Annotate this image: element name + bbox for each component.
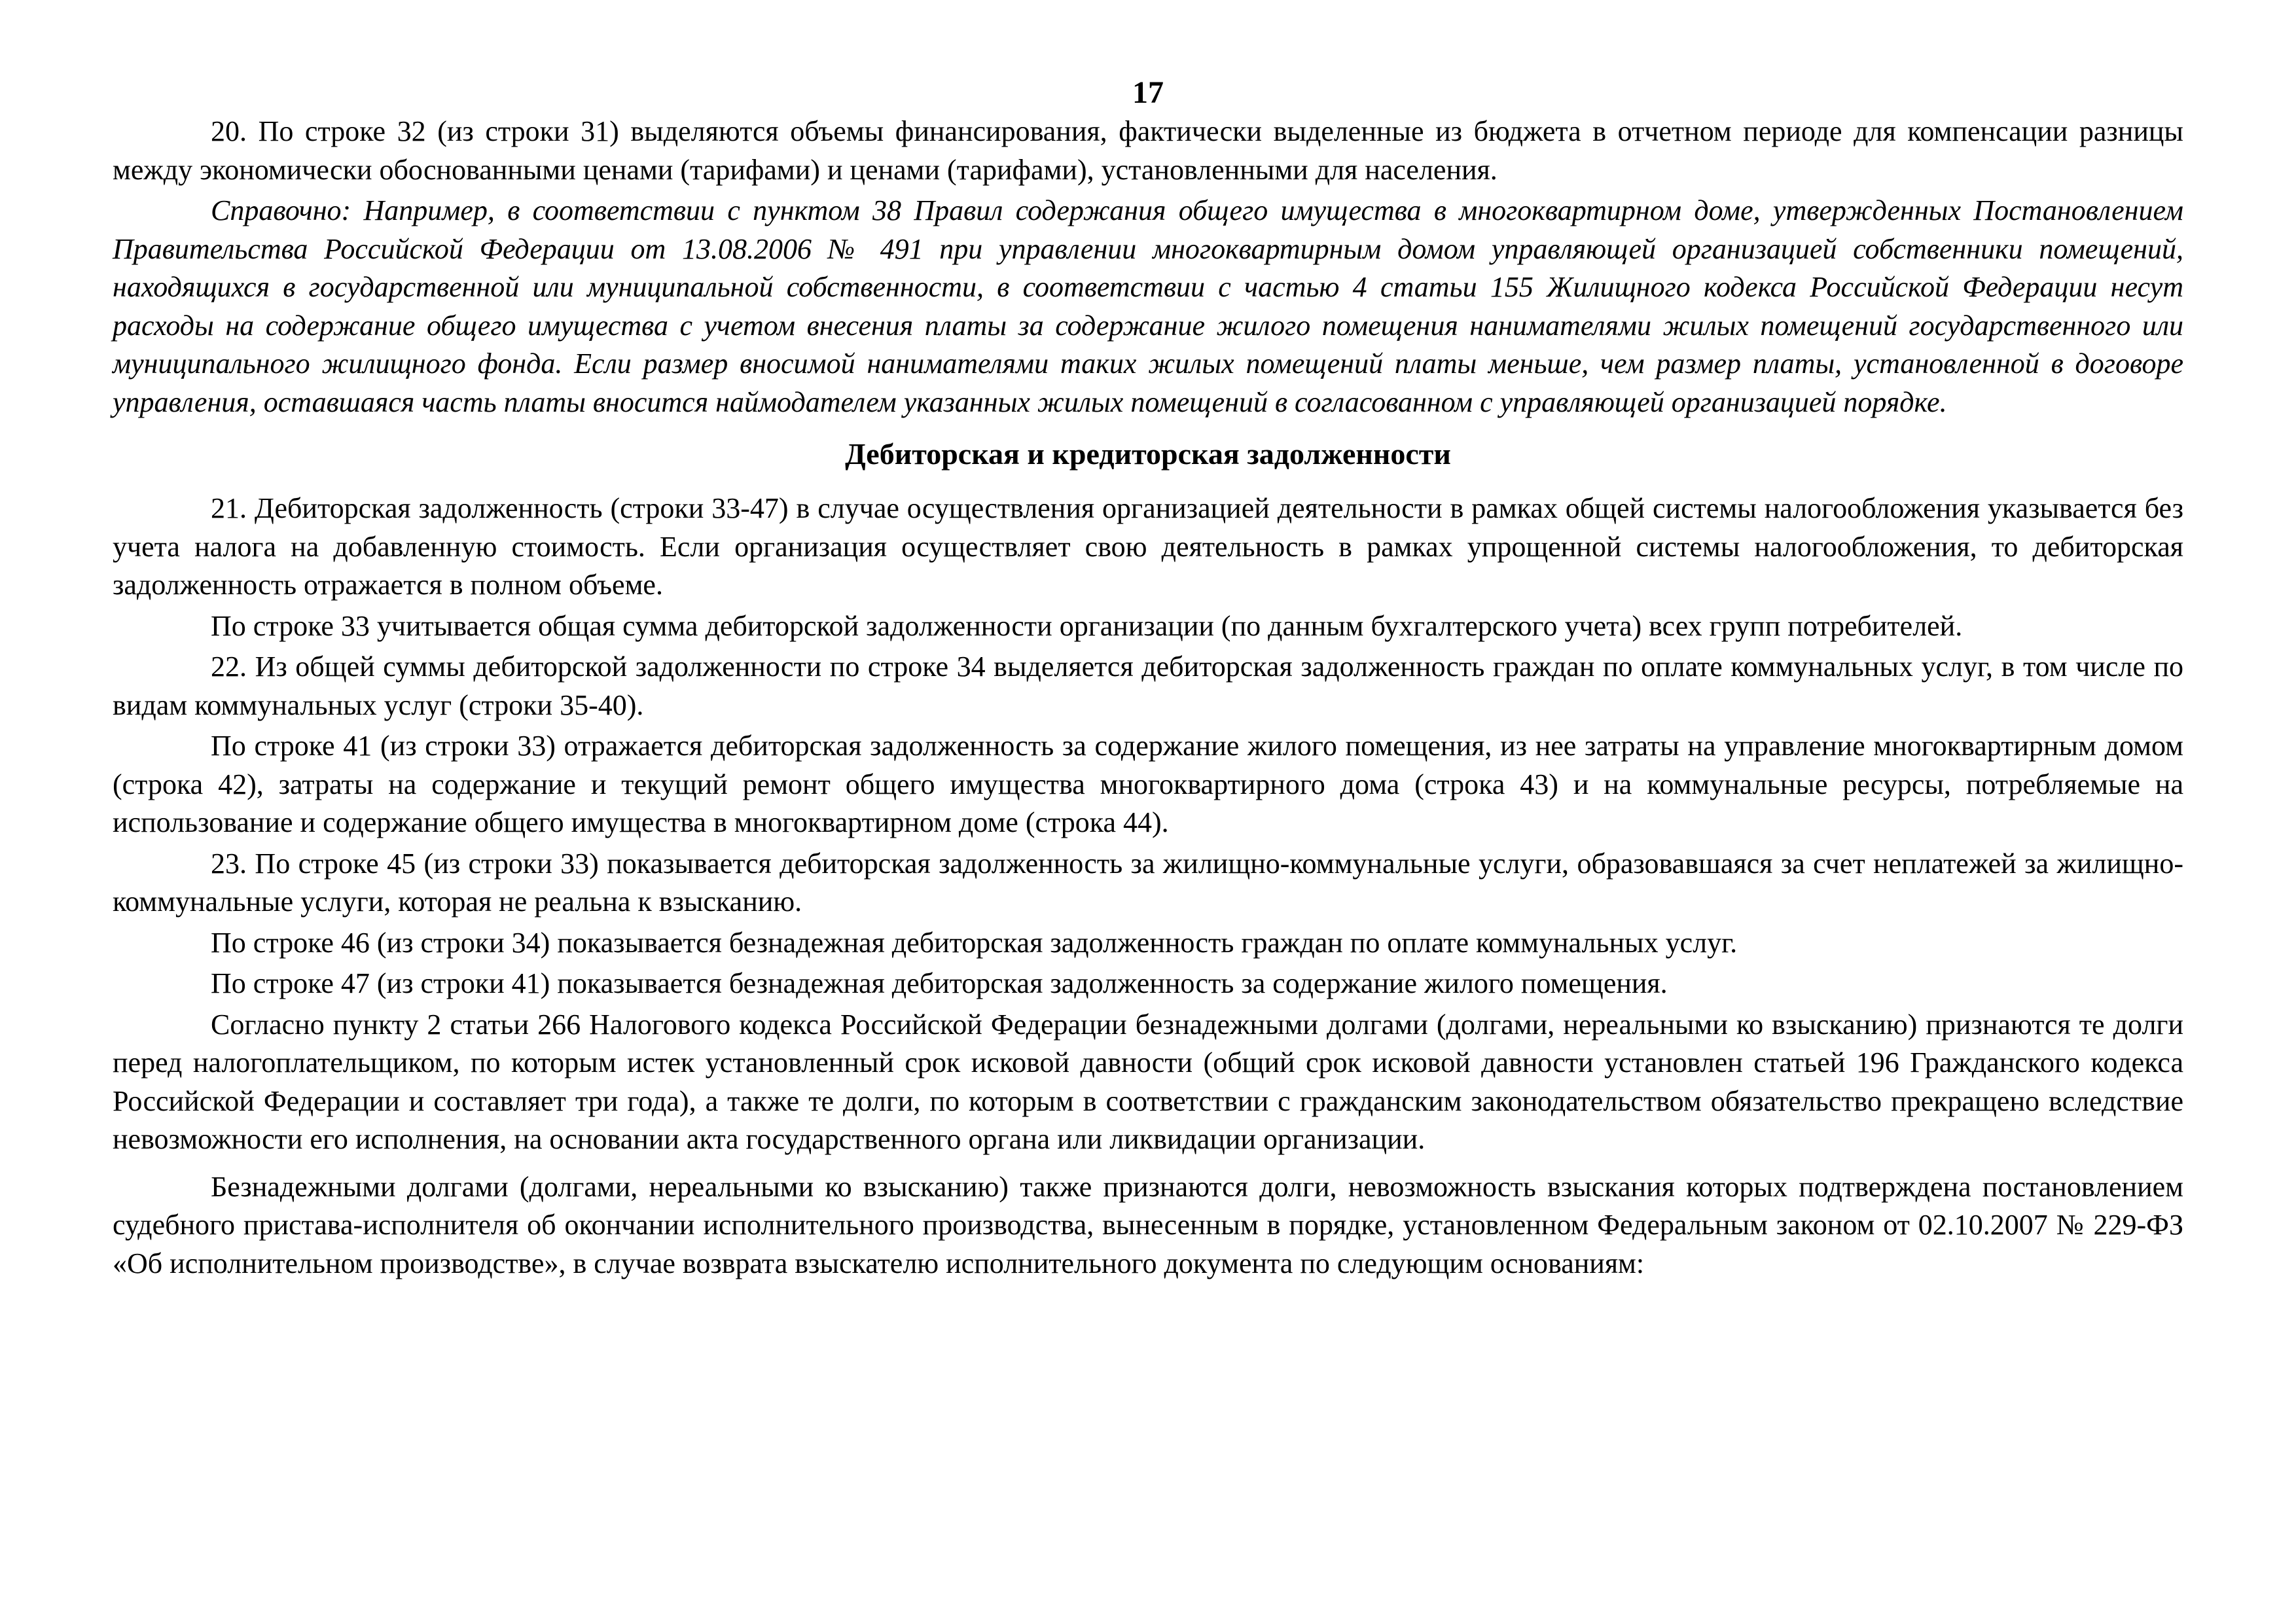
paragraph-23-line-46: По строке 46 (из строки 34) показывается безнадежная дебиторская задолженность граждан по оплате коммунальных услуг.	[211, 926, 1738, 959]
paragraph-20: 20. По строке 32 (из строки 31) выделяются объемы финансирования, фактически выделенные из бюджета в отчетном периоде для компенсации разницы между экономически обоснованными ценами (тарифами) и ценами (тарифами), установленными для населения.	[113, 115, 2183, 186]
paragraph-22-line-41: По строке 41 (из строки 33) отражается дебиторская задолженность за содержание жилого помещения, из нее затраты на управление многоквартирным домом (строка 42), затраты на содержание и текущий ремонт общего имущества многоквартирного дома (строка 43) и на коммунальные ресурсы, потребляемые на использование и содержание общего имущества в многоквартирном доме (строка 44).	[113, 730, 2183, 838]
paragraph-22: 22. Из общей суммы дебиторской задолженности по строке 34 выделяется дебиторская задолженность граждан по оплате коммунальных услуг, в том числе по видам коммунальных услуг (строки 35-40).	[113, 651, 2183, 721]
paragraph-tax-code: Согласно пункту 2 статьи 266 Налогового кодекса Российской Федерации безнадежными долгами (долгами, нереальными ко взысканию) признаются те долги перед налогоплательщиком, по которым истек установленный срок исковой давности (общий срок исковой давности установлен статьей 196 Гражданского кодекса Российской Федерации и составляет три года), а также те долги, по которым в соответствии с гражданским законодательством обязательство прекращено вследствие невозможности его исполнения, на основании акта государственного органа или ликвидации организации.	[113, 1008, 2183, 1155]
section-heading: Дебиторская и кредиторская задолженности	[845, 437, 1451, 471]
reference-note: Справочно: Например, в соответствии с пунктом 38 Правил содержания общего имущества в многоквартирном доме, утвержденных Постановлением Правительства Российской Федерации от 13.08.2006 № 491 при управлении многоквартирным домом управляющей организацией собственники помещений, находящихся в государственной или муниципальной собственности, в соответствии с частью 4 статьи 155 Жилищного кодекса Российской Федерации несут расходы на содержание общего имущества с учетом внесения платы за содержание жилого помещения нанимателями жилых помещений государственного или муниципального жилищного фонда. Если размер вносимой нанимателями таких жилых помещений платы меньше, чем размер платы, установленной в договоре управления, оставшаяся часть платы вносится наймодателем указанных жилых помещений в согласованном с управляющей организацией порядке.	[113, 194, 2183, 418]
paragraph-bad-debts: Безнадежными долгами (долгами, нереальными ко взысканию) также признаются долги, невозможность взыскания которых подтверждена постановлением судебного пристава-исполнителя об окончании исполнительного производства, вынесенным в порядке, установленном Федеральным законом от 02.10.2007 № 229-ФЗ «Об исполнительном производстве», в случае возврата взыскателю исполнительного документа по следующим основаниям:	[113, 1170, 2183, 1279]
document-page	[113, 73, 2183, 1283]
paragraph-21-line-33: По строке 33 учитывается общая сумма дебиторской задолженности организации (по данным бухгалтерского учета) всех групп потребителей.	[211, 609, 1963, 642]
page-number: 17	[1132, 75, 1164, 110]
paragraph-23-line-47: По строке 47 (из строки 41) показывается безнадежная дебиторская задолженность за содержание жилого помещения.	[211, 967, 1668, 999]
paragraph-23: 23. По строке 45 (из строки 33) показывается дебиторская задолженность за жилищно-коммунальные услуги, образовавшаяся за счет неплатежей за жилищно-коммунальные услуги, которая не реальна к взысканию.	[113, 847, 2183, 918]
paragraph-21: 21. Дебиторская задолженность (строки 33-47) в случае осуществления организацией деятельности в рамках общей системы налогообложения указывается без учета налога на добавленную стоимость. Если организация осуществляет свою деятельность в рамках упрощенной системы налогообложения, то дебиторская задолженность отражается в полном объеме.	[113, 492, 2183, 601]
